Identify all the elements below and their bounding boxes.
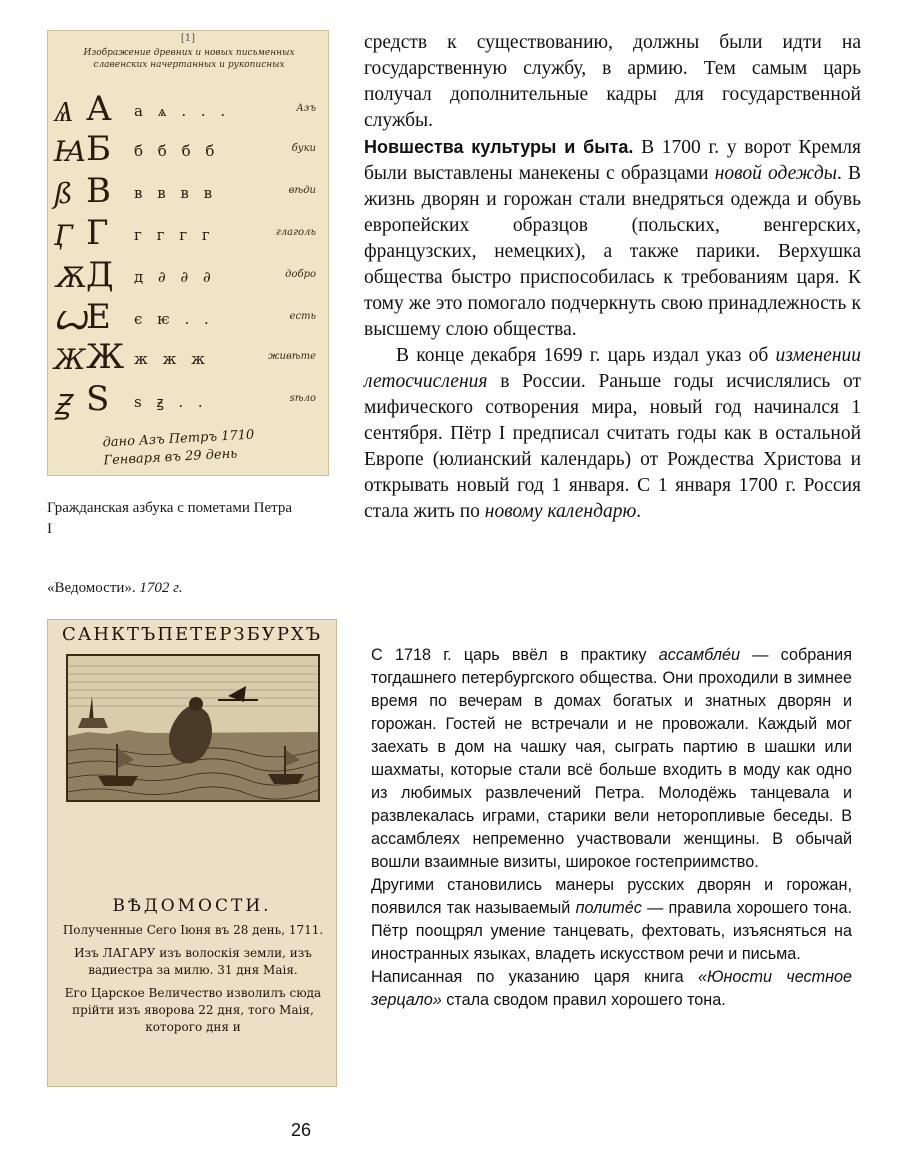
paragraph — [364, 134, 861, 343]
italic-term: ассамбле́и — [658, 646, 740, 664]
text-run: С 1718 г. царь ввёл в практику — [371, 646, 659, 664]
vedomosti-line: Полученные Сего Іюня въ 28 день, 1711. — [62, 923, 324, 937]
italic-term: новому календарю — [484, 501, 637, 522]
italic-term: «Юности честное зерцало» — [371, 968, 853, 1009]
alphabet-row — [54, 171, 324, 211]
capital-letter: Ж — [86, 337, 125, 377]
handwritten-letter: ß — [54, 177, 73, 210]
vedomosti-top-title: САНКТЪПЕТЕРЗБУРХЪ — [61, 624, 323, 645]
letter-name: есть — [289, 311, 316, 322]
text-run: . В жизнь дворян и горожан стали внедряться одежда и обувь европейских образцов (польских, венгерских, французских, немецких), а также парики. Верхушка общества быстро приспособилась к требованиям царя. К тому же это помогало подчеркнуть свою принадлежность к высшему слою общества. — [364, 163, 862, 340]
letter-variants: д ∂ ∂ ∂ — [134, 268, 216, 286]
text-run: Написанная по указанию царя книга — [371, 968, 698, 986]
letter-name: Азъ — [296, 103, 316, 114]
vedomosti-body — [60, 922, 326, 1042]
letter-name: живѣте — [268, 351, 316, 362]
vedomosti-caption-title: «Ведомости». — [47, 580, 136, 596]
letter-name: глаголь — [275, 227, 316, 238]
page-number: 26 — [290, 1120, 312, 1140]
vedomosti-illustration — [47, 619, 337, 1087]
page-mark: [1] — [180, 33, 196, 44]
handwritten-letter: Ꙗ — [54, 135, 86, 168]
handwritten-letter: Ѧ — [54, 95, 74, 128]
vedomosti-caption-year: 1702 г. — [139, 580, 183, 596]
capital-letter: А — [86, 89, 112, 129]
handwritten-letter: Ѫ — [54, 261, 86, 294]
supplementary-text — [371, 644, 852, 1012]
italic-term: полите́с — [575, 899, 642, 917]
capital-letter: Б — [86, 129, 111, 169]
handwritten-letter: Ꙍ — [54, 303, 88, 336]
capital-letter: Г — [86, 213, 109, 253]
letter-variants: б б б б — [134, 142, 220, 160]
alphabet-header-handwriting: Изображение древних и новых письменных славенских начертанных и рукописных — [83, 48, 295, 70]
letter-name: вѣди — [288, 185, 316, 196]
alphabet-row — [54, 379, 324, 419]
text-run: стала сводом правил хорошего тона. — [441, 991, 726, 1009]
paragraph: средств к существованию, должны были идти на государственную службу, в армию. Тем самым царь получал дополнительные кадры для государственной службы. — [364, 32, 861, 131]
text-run: В 1700 г. у ворот Кремля были выставлены манекены с образцами — [364, 137, 861, 184]
section-heading: Новшества культуры и быта. — [364, 137, 634, 157]
capital-letter: S — [86, 379, 110, 419]
letter-name: ѕѣло — [289, 393, 316, 404]
capital-letter: Д — [86, 255, 114, 295]
letter-name: буки — [291, 143, 316, 154]
alphabet-caption: Гражданская азбука с пометами Петра I — [47, 500, 293, 537]
peter-signature: дано Азъ Петръ 1710 Генваря въ 29 день — [102, 427, 255, 469]
paragraph — [371, 966, 852, 1012]
paragraph — [371, 874, 852, 966]
letter-variants: в в в в — [134, 184, 218, 202]
handwritten-letter: Ж — [54, 343, 86, 376]
text-run: В конце декабря 1699 г. царь издал указ об — [396, 345, 776, 366]
text-run: в России. Раньше годы исчислялись от мифического сотворения мира, новый год начинался 1 сентября. Пётр I предписал считать годы как в остальной Европе (юлианский календарь) от Рождества Христова и открывать новый год 1 января. С 1 января 1700 г. Россия стала жить по — [364, 371, 861, 522]
letter-name: добро — [285, 269, 316, 280]
alphabet-row — [54, 337, 324, 377]
paragraph — [371, 644, 852, 874]
alphabet-illustration — [47, 30, 329, 476]
italic-term: изменении летосчисления — [364, 345, 861, 392]
letter-variants: г г г г — [134, 226, 215, 244]
text-run: — собрания тогдашнего петербургского общества. Они проходили в зимнее время по вечерам в домах богатых и знатных дворян и горожан. Гостей не встречали и не провожали. Каждый мог заехать в дом на чашку чая, сыграть партию в шашки или шахматы, которые стали всё больше входить в моду как одно из любимых развлечений Петра. Молодёжь танцевала и развлекалась играми, старики вели неторопливые беседы. В ассамблеях непременно участвовали женщины. В обычай вошли взаимные визиты, широкое гостеприимство. — [371, 646, 852, 871]
main-text-column — [364, 30, 861, 525]
vedomosti-name: ВѢДОМОСТИ. — [112, 896, 272, 916]
vedomosti-line: Его Царское Величество изволилъ сюда прійти изъ яворова 22 дня, того Маія, которого дня и — [64, 986, 322, 1034]
alphabet-row — [54, 213, 324, 253]
alphabet-row — [54, 297, 324, 337]
handwritten-letter: Ꙃ — [54, 388, 71, 421]
alphabet-row — [54, 89, 324, 129]
capital-letter: Е — [86, 297, 111, 337]
handwritten-letter: Ӷ — [54, 219, 73, 252]
letter-variants: а ѧ . . . — [134, 102, 231, 120]
letter-variants: є ѥ . . — [134, 310, 214, 328]
text-run: — правила хорошего тона. Пётр поощрял умение танцевать, фехтовать, изъясняться на иностранных языках, владеть искусством речи и письма. — [371, 899, 852, 963]
text-run: . — [636, 501, 642, 522]
engraving-image — [66, 654, 320, 802]
text-run: Другими становились манеры русских дворян и горожан, появился так называемый — [371, 876, 852, 917]
vedomosti-caption — [47, 578, 183, 599]
italic-term: новой одежды — [714, 163, 837, 184]
letter-variants: ж ж ж — [134, 350, 210, 368]
letter-variants: s ꙃ . . — [134, 393, 208, 411]
capital-letter: В — [86, 171, 111, 211]
paragraph — [364, 343, 861, 525]
alphabet-row — [54, 255, 324, 295]
alphabet-row — [54, 129, 324, 169]
vedomosti-line: Изъ ЛАГАРУ изъ волоскія земли, изъ вадиестра за милю. 31 дня Маія. — [74, 946, 312, 977]
